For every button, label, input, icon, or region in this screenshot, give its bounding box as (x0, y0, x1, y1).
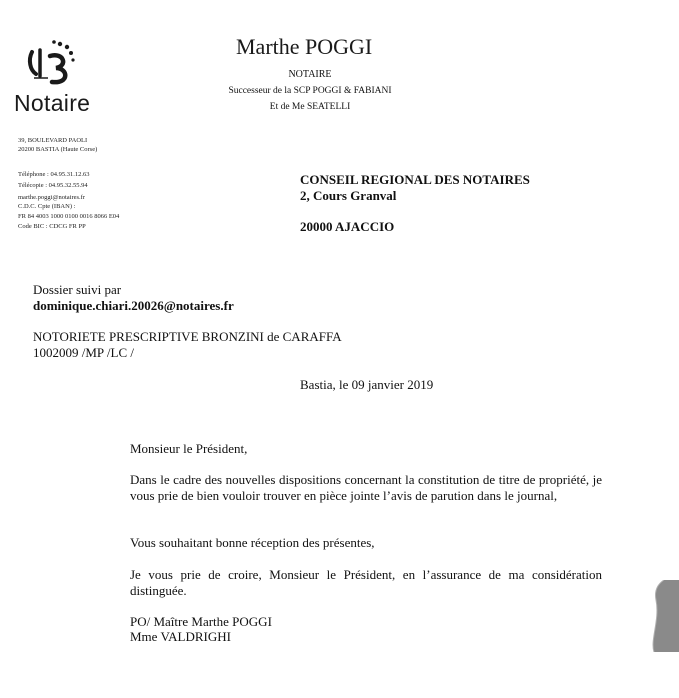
salutation: Monsieur le Président, (130, 441, 248, 456)
signature-line-2: Mme VALDRIGHI (130, 629, 231, 644)
recipient-line-3: 20000 AJACCIO (300, 219, 395, 234)
successor-line: Successeur de la SCP POGGI & FABIANI (228, 86, 392, 96)
notaire-emblem-icon (14, 38, 114, 94)
bic-line: Code BIC : CDCG FR PP (18, 223, 86, 230)
followed-by-label: Dossier suivi par (33, 282, 122, 297)
address-line-1: 39, BOULEVARD PAOLI (18, 137, 88, 144)
notary-name: Marthe POGGI (236, 34, 373, 59)
recipient-line-1: CONSEIL REGIONAL DES NOTAIRES (300, 172, 530, 187)
page-curl-icon (650, 580, 679, 652)
cdc-line: C.D.C. Cpte (IBAN) : (18, 203, 76, 210)
paragraph-1: Dans le cadre des nouvelles dispositions concernant la constitution de titre de propriété, je vous prie de bien vouloir trouver en pièce jointe l’avis de parution dans le journal, (130, 472, 602, 503)
email-line: marthe.poggi@notaires.fr (18, 194, 85, 201)
paragraph-3: Je vous prie de croire, Monsieur le Président, en l’assurance de ma considération distinguée. (130, 567, 602, 598)
date-line: Bastia, le 09 janvier 2019 (300, 377, 434, 392)
notary-title: NOTAIRE (288, 69, 332, 80)
and-of-line: Et de Me SEATELLI (269, 102, 351, 112)
signature-line-1: PO/ Maître Marthe POGGI (130, 614, 272, 629)
phone-line: Téléphone : 04.95.31.12.63 (18, 171, 90, 178)
file-subject: NOTORIETE PRESCRIPTIVE BRONZINI de CARAFFA (33, 329, 342, 344)
iban-line: FR 84 4003 1000 0100 0016 8066 E04 (18, 213, 120, 220)
fax-line: Télécopie : 04.95.32.55.94 (18, 182, 88, 189)
followed-by-email: dominique.chiari.20026@notaires.fr (33, 298, 234, 313)
notaire-logo (14, 38, 114, 118)
address-line-2: 20200 BASTIA (Haute Corse) (18, 146, 98, 153)
file-reference: 1002009 /MP /LC / (33, 345, 135, 360)
logo-wordmark: Notaire (14, 90, 91, 116)
recipient-line-2: 2, Cours Granval (300, 188, 397, 203)
paragraph-2: Vous souhaitant bonne réception des présentes, (130, 535, 375, 550)
